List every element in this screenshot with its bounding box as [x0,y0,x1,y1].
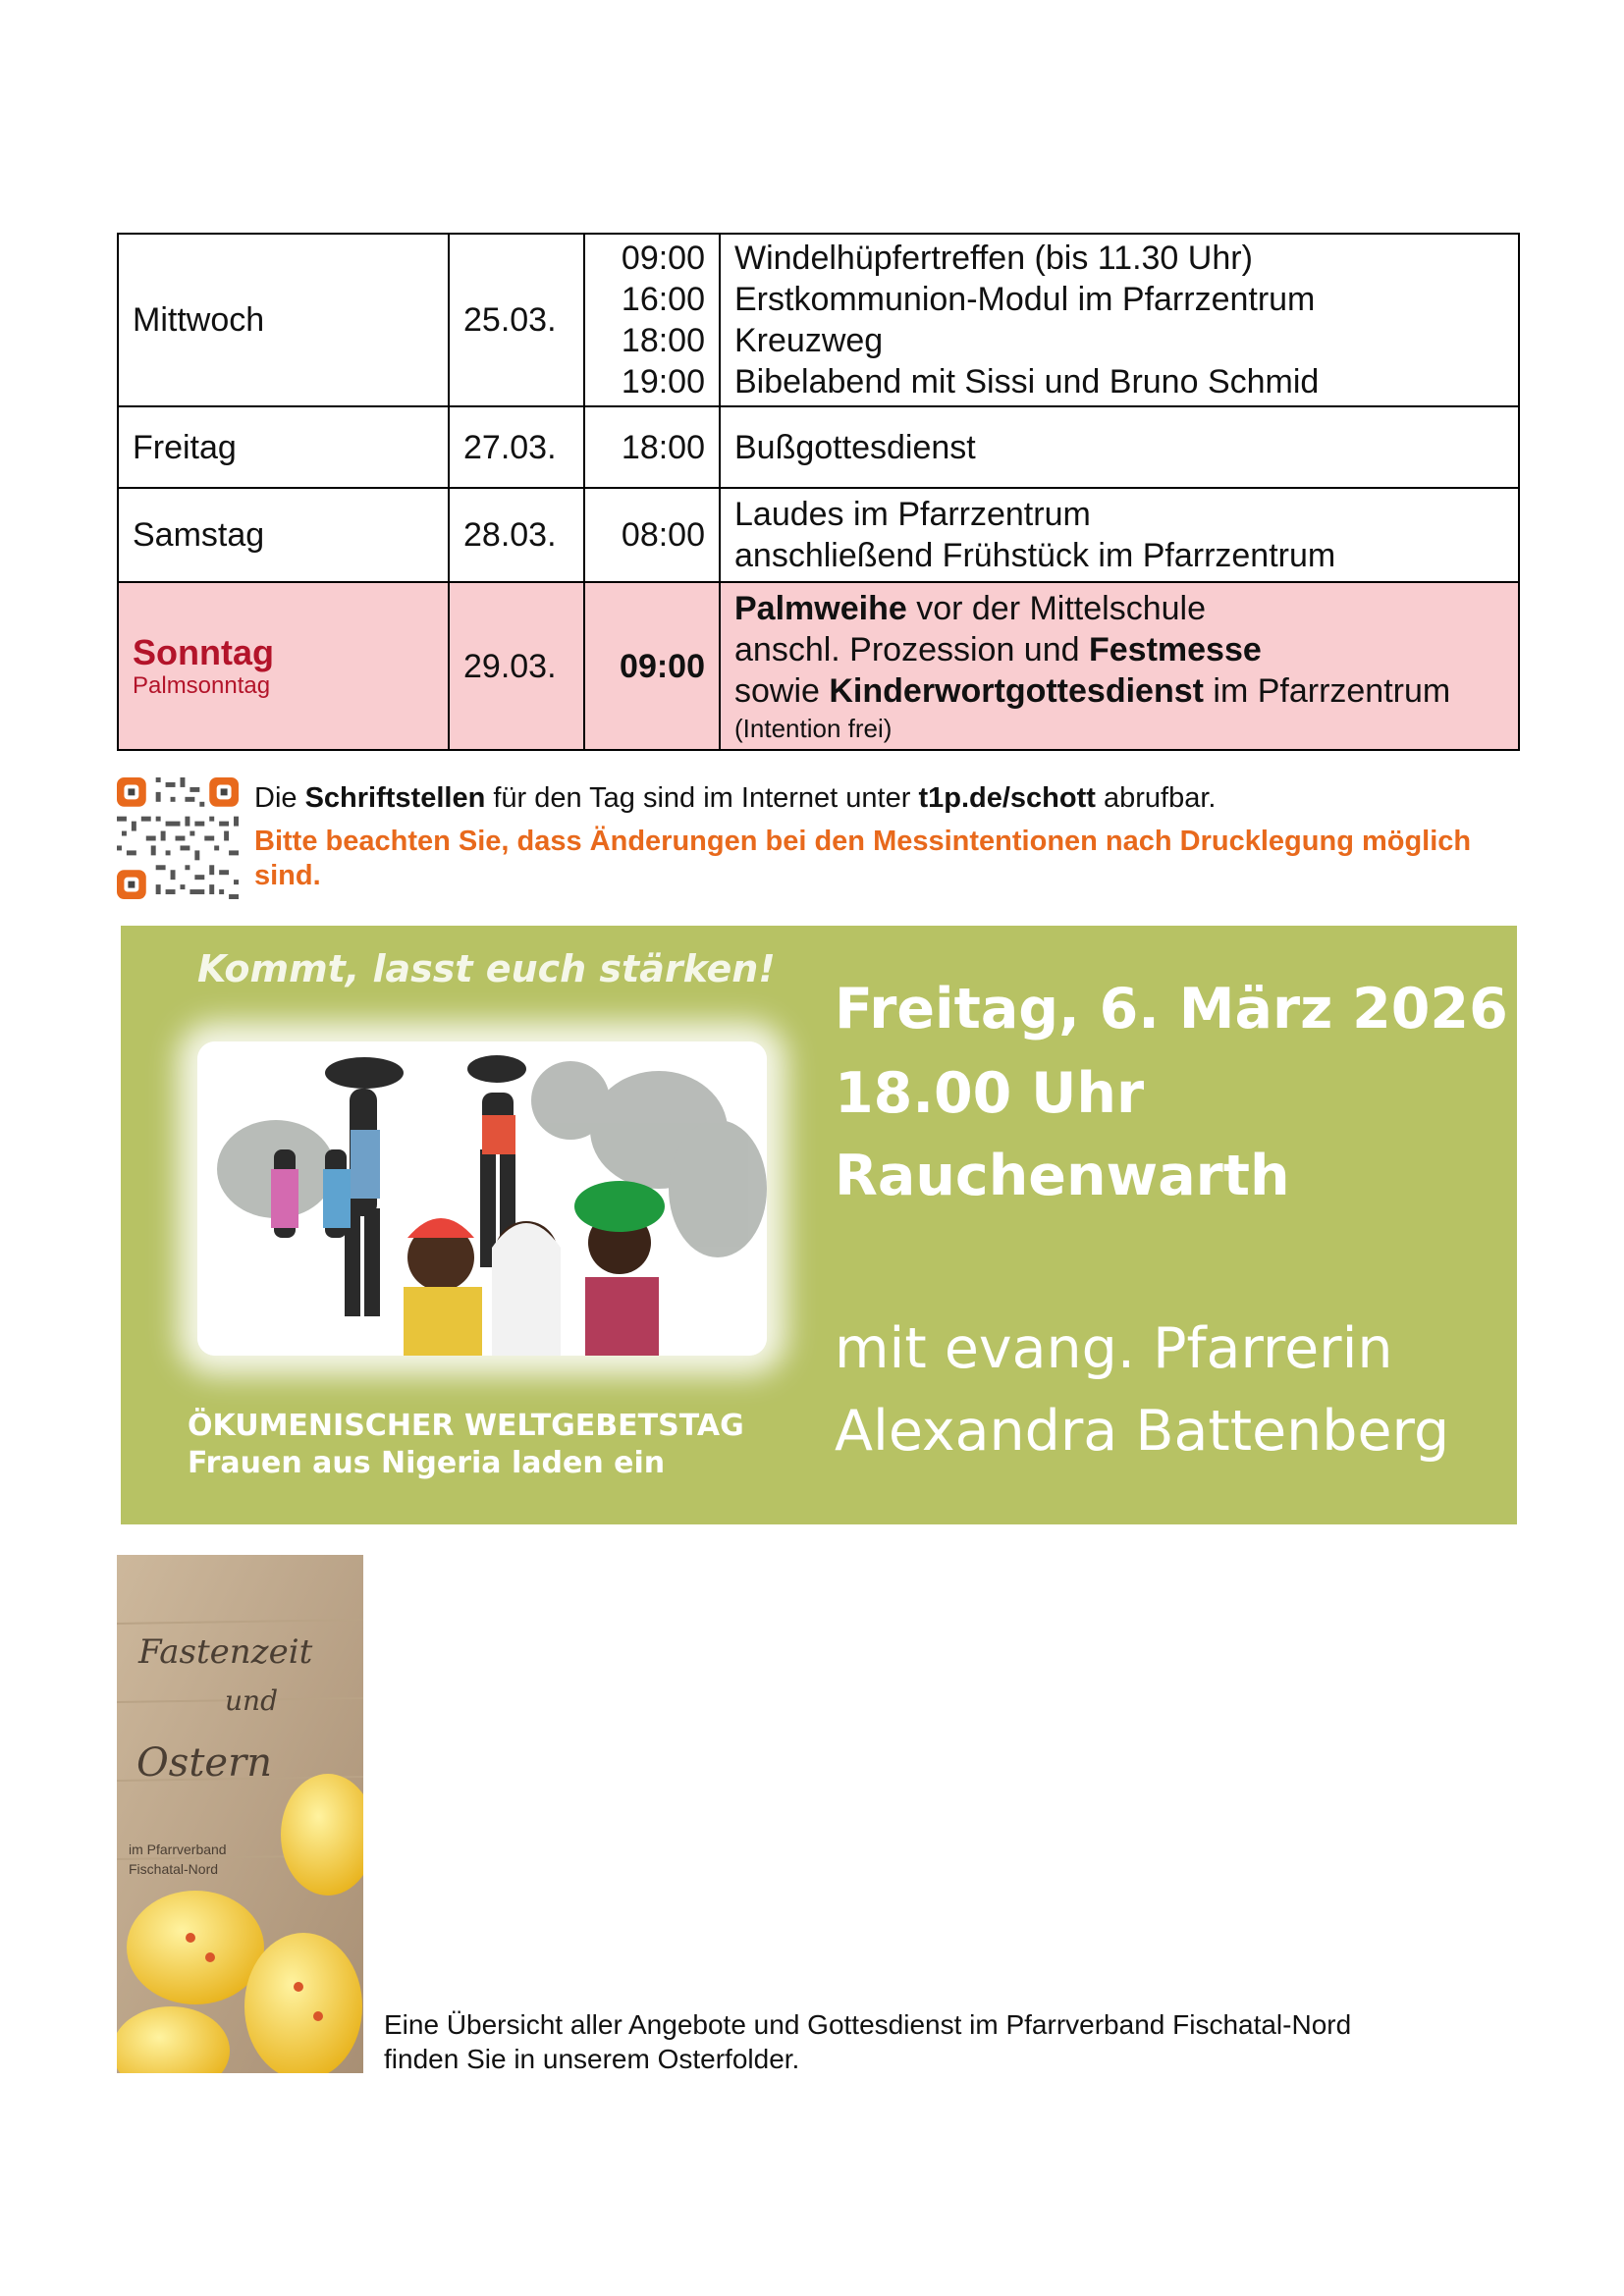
banner-with: mit evang. Pfarrerin [835,1316,1393,1381]
info-text: abrufbar. [1095,782,1217,814]
event-text: vor der Mittelschule [906,589,1206,627]
schedule-table [117,233,1520,751]
event-line [734,670,1517,712]
schedule-row-friday [118,406,1519,488]
time-cell [584,234,720,406]
qr-code-icon [117,777,239,899]
event-bold: Festmesse [1088,630,1262,668]
date-cell: 29.03. [449,582,584,750]
folder-title-2: und [225,1684,278,1717]
event-cell [720,234,1519,406]
schott-link[interactable]: t1p.de/schott [918,782,1096,814]
event-text: Laudes im Pfarrzentrum [734,496,1091,533]
event-text: Erstkommunion-Modul im Pfarrzentrum [734,281,1316,318]
event-bold: Palmweihe [734,589,907,627]
banner-event-title: ÖKUMENISCHER WELTGEBETSTAG [188,1409,744,1443]
schedule-row-wednesday [118,234,1519,406]
event-bold: Kinderwortgottesdienst [829,671,1204,710]
schedule-row-sunday [118,582,1519,750]
day-cell: Mittwoch [118,234,449,406]
time-cell [584,406,720,488]
time-value: 19:00 [621,363,705,400]
folder-description [384,2007,1351,2076]
event-cell [720,582,1519,750]
date-cell: 25.03. [449,234,584,406]
nigeria-women-illustration [197,1041,767,1356]
time-value: 08:00 [621,516,705,554]
day-cell [118,582,449,750]
schedule-row-saturday [118,488,1519,582]
event-text: im Pfarrzentrum [1203,671,1451,710]
folder-description-line: Eine Übersicht aller Angebote und Gottesdienst im Pfarrverband Fischatal-Nord [384,2009,1352,2040]
intention-notice: Bitte beachten Sie, dass Änderungen bei den Messintentionen nach Drucklegung möglich sind. [254,826,1472,891]
folder-sub-2: Fischatal-Nord [129,1861,219,1877]
time-value: 18:00 [621,428,705,466]
event-text: anschl. Prozession und [734,630,1089,668]
folder-cover-svg [117,1555,363,2073]
event-cell [720,488,1519,582]
banner-pastor-name: Alexandra Battenberg [835,1399,1450,1464]
event-text: Windelhüpfertreffen (bis 11.30 Uhr) [734,240,1253,277]
event-text: Bußgottesdienst [734,428,976,466]
info-text: für den Tag sind im Internet unter [485,782,919,814]
banner-time: 18.00 Uhr [835,1061,1145,1126]
day-cell: Freitag [118,406,449,488]
day-name: Sonntag [133,631,274,672]
scripture-info [254,781,1216,815]
event-note: (Intention frei) [734,713,893,743]
illustration-svg [197,1041,767,1356]
event-text: sowie [734,671,830,710]
event-line [734,629,1517,670]
info-bold: Schriftstellen [304,782,486,814]
time-cell [584,582,720,750]
time-value: 09:00 [620,647,705,685]
banner-place: Rauchenwarth [835,1144,1290,1208]
folder-description-line: finden Sie in unserem Osterfolder. [384,2044,800,2074]
folder-sub-1: im Pfarrverband [129,1842,227,1857]
event-text: Kreuzweg [734,322,884,359]
event-cell [720,406,1519,488]
info-text: Die [254,782,305,814]
time-value: 09:00 [621,240,705,277]
event-line [734,588,1517,629]
folder-title-3: Ostern [136,1740,272,1786]
date-cell: 27.03. [449,406,584,488]
date-cell: 28.03. [449,488,584,582]
banner-date: Freitag, 6. März 2026 [835,977,1508,1041]
event-text: anschließend Frühstück im Pfarrzentrum [734,537,1336,574]
event-text: Bibelabend mit Sissi und Bruno Schmid [734,363,1320,400]
time-value: 16:00 [621,281,705,318]
day-cell: Samstag [118,488,449,582]
banner-event-subtitle: Frauen aus Nigeria laden ein [188,1446,666,1480]
folder-title-1: Fastenzeit [138,1632,313,1672]
banner-slogan: Kommt, lasst euch stärken! [197,947,776,990]
time-value: 18:00 [621,322,705,359]
weltgebetstag-banner [121,926,1517,1524]
time-cell [584,488,720,582]
easter-folder-cover [117,1555,363,2073]
day-subtitle: Palmsonntag [133,671,271,699]
